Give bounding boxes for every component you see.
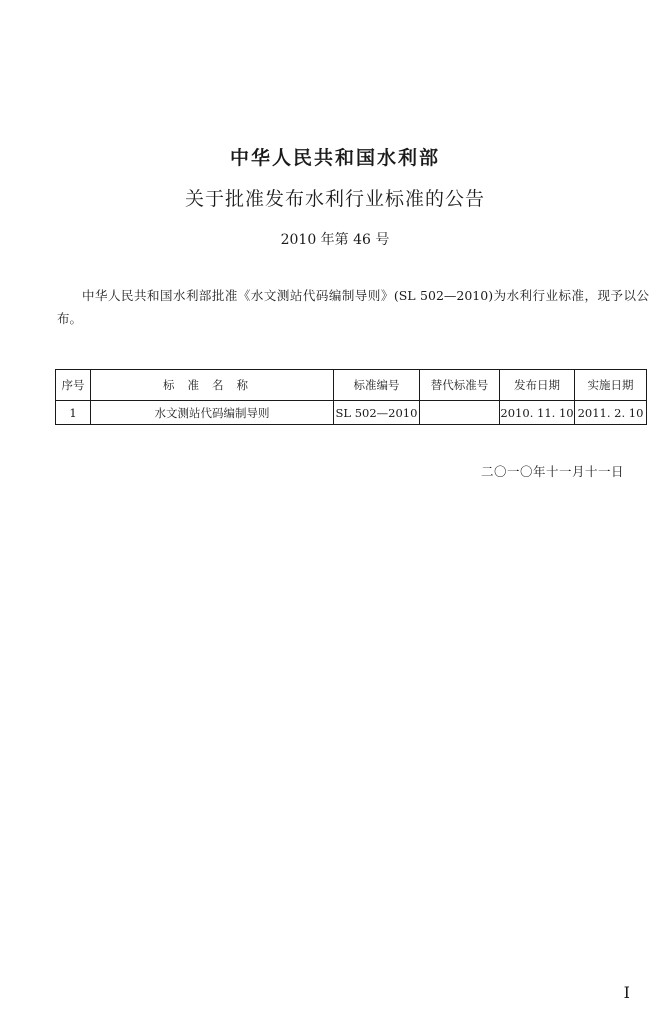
header-publish-date: 发布日期: [500, 370, 575, 401]
table-header-row: [56, 370, 647, 401]
cell-implement-date: 2011. 2. 10: [575, 401, 647, 425]
cell-replaced-code: [420, 401, 500, 425]
standards-table: [55, 369, 647, 425]
header-replaced-code: 替代标准号: [420, 370, 500, 401]
announcement-number: 2010 年第 46 号: [280, 232, 390, 248]
cell-publish-date: 2010. 11. 10: [500, 401, 575, 425]
table-row: [56, 401, 647, 425]
cell-seq: 1: [56, 401, 91, 425]
announcement-body: 中华人民共和国水利部批准《水文测站代码编制导则》(SL 502—2010)为水利行业标准，现予以公布。: [57, 288, 649, 326]
issue-date: 二〇一〇年十一月十一日: [480, 464, 624, 479]
ministry-title: 中华人民共和国水利部: [229, 147, 440, 169]
announcement-title: 关于批准发布水利行业标准的公告: [184, 188, 485, 210]
cell-standard-name: 水文测站代码编制导则: [91, 401, 334, 425]
header-standard-code: 标准编号: [334, 370, 420, 401]
header-implement-date: 实施日期: [575, 370, 647, 401]
page-number: I: [623, 983, 630, 1002]
header-standard-name: 标准名称: [91, 370, 334, 401]
cell-standard-code: SL 502—2010: [334, 401, 420, 425]
header-seq: 序号: [56, 370, 91, 401]
